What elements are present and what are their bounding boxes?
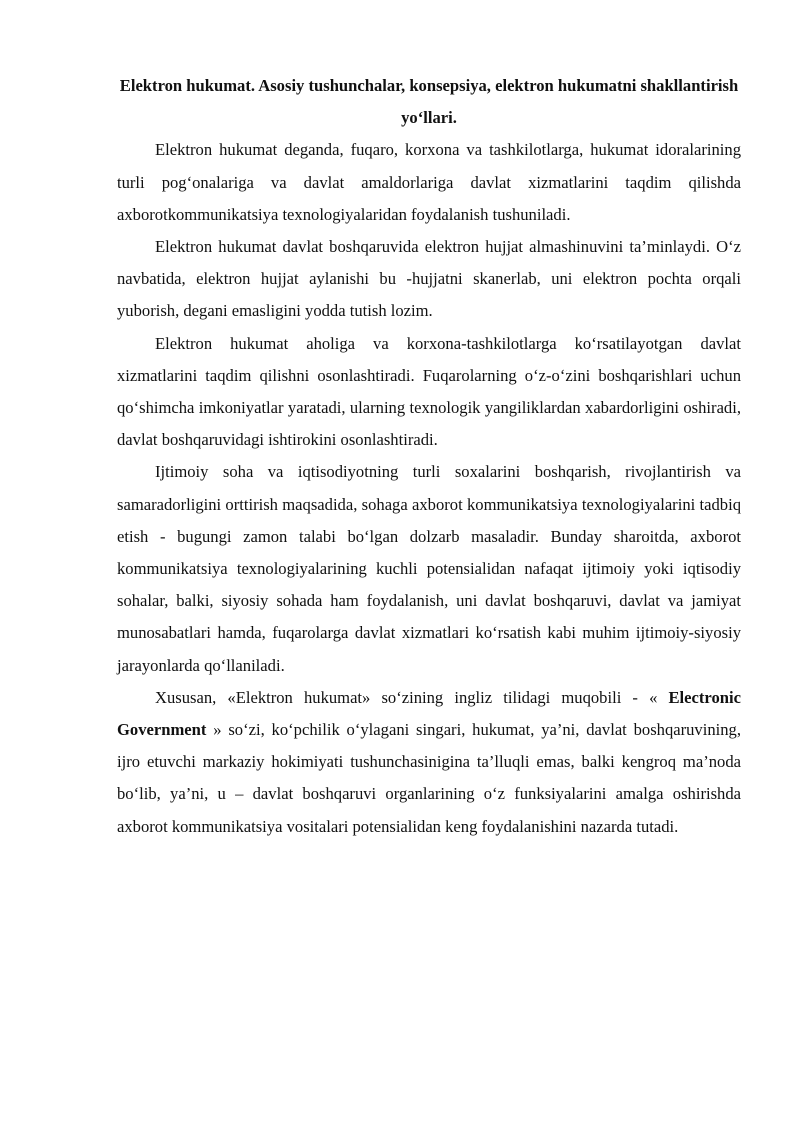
paragraph-5-text-after: » so‘zi, ko‘pchilik o‘ylagani singari, hukumat, ya’ni, davlat boshqaruvining, ijro etuvchi markaziy hokimiyati tushunchasinigina ta’lluqli emas, balki kengroq ma’noda bo‘lib, ya’ni, u – davlat boshqaruvi organlarining o‘z funksiyalarini amalga oshirishda axborot kommunikatsiya vositalari potensialidan keng foydalanishini nazarda tutadi. — [117, 720, 741, 836]
paragraph-1: Elektron hukumat deganda, fuqaro, korxona va tashkilotlarga, hukumat idoralarining turli pog‘onalariga va davlat amaldorlariga davlat xizmatlarini taqdim qilishda axborotkommunikatsiya texnologiyalaridan foydalanish tushuniladi. — [117, 140, 741, 224]
paragraph-5-bold-term: Electronic Government — [117, 687, 741, 740]
paragraph-4: Ijtimoiy soha va iqtisodiyotning turli soxalarini boshqarish, rivojlantirish va samaradorligini orttirish maqsadida, sohaga axborot kommunikatsiya texnologiyalarini tadbiq etish - bugungi zamon talabi bo‘lgan dolzarb masaladir. Bunday sharoitda, axborot kommunikatsiya texnologiyalarining kuchli potensialidan nafaqat ijtimoiy yoki iqtisodiy sohalar, balki, siyosiy sohada ham foydalanish, uni davlat boshqaruvi, davlat va jamiyat munosabatlari hamda, fuqarolarga davlat xizmatlari ko‘rsatish kabi muhim ijtimoiy-siyosiy jarayonlarda qo‘llaniladi. — [117, 462, 741, 675]
paragraph-5 — [117, 682, 741, 843]
document-title: Elektron hukumat. Asosiy tushunchalar, konsepsiya, elektron hukumatni shakllantirish yo‘llari. — [119, 76, 739, 128]
paragraph-3: Elektron hukumat aholiga va korxona-tashkilotlarga ko‘rsatilayotgan davlat xizmatlarini taqdim qilishni osonlashtiradi. Fuqarolarning o‘z-o‘zini boshqarishlari uchun qo‘shimcha imkoniyatlar yaratadi, ularning texnologik yangiliklardan xabardorligini oshiradi, davlat boshqaruvidagi ishtirokini osonlashtiradi. — [117, 333, 741, 450]
paragraph-2: Elektron hukumat davlat boshqaruvida elektron hujjat almashinuvini ta’minlaydi. O‘z navbatida, elektron hujjat aylanishi bu -hujjatni skanerlab, uni elektron pochta orqali yuborish, degani emasligini yodda tutish lozim. — [117, 237, 741, 321]
document-page — [117, 70, 741, 843]
paragraph-5-text-before: Xususan, «Elektron hukumat» so‘zining ingliz tilidagi muqobili - « — [155, 687, 669, 707]
